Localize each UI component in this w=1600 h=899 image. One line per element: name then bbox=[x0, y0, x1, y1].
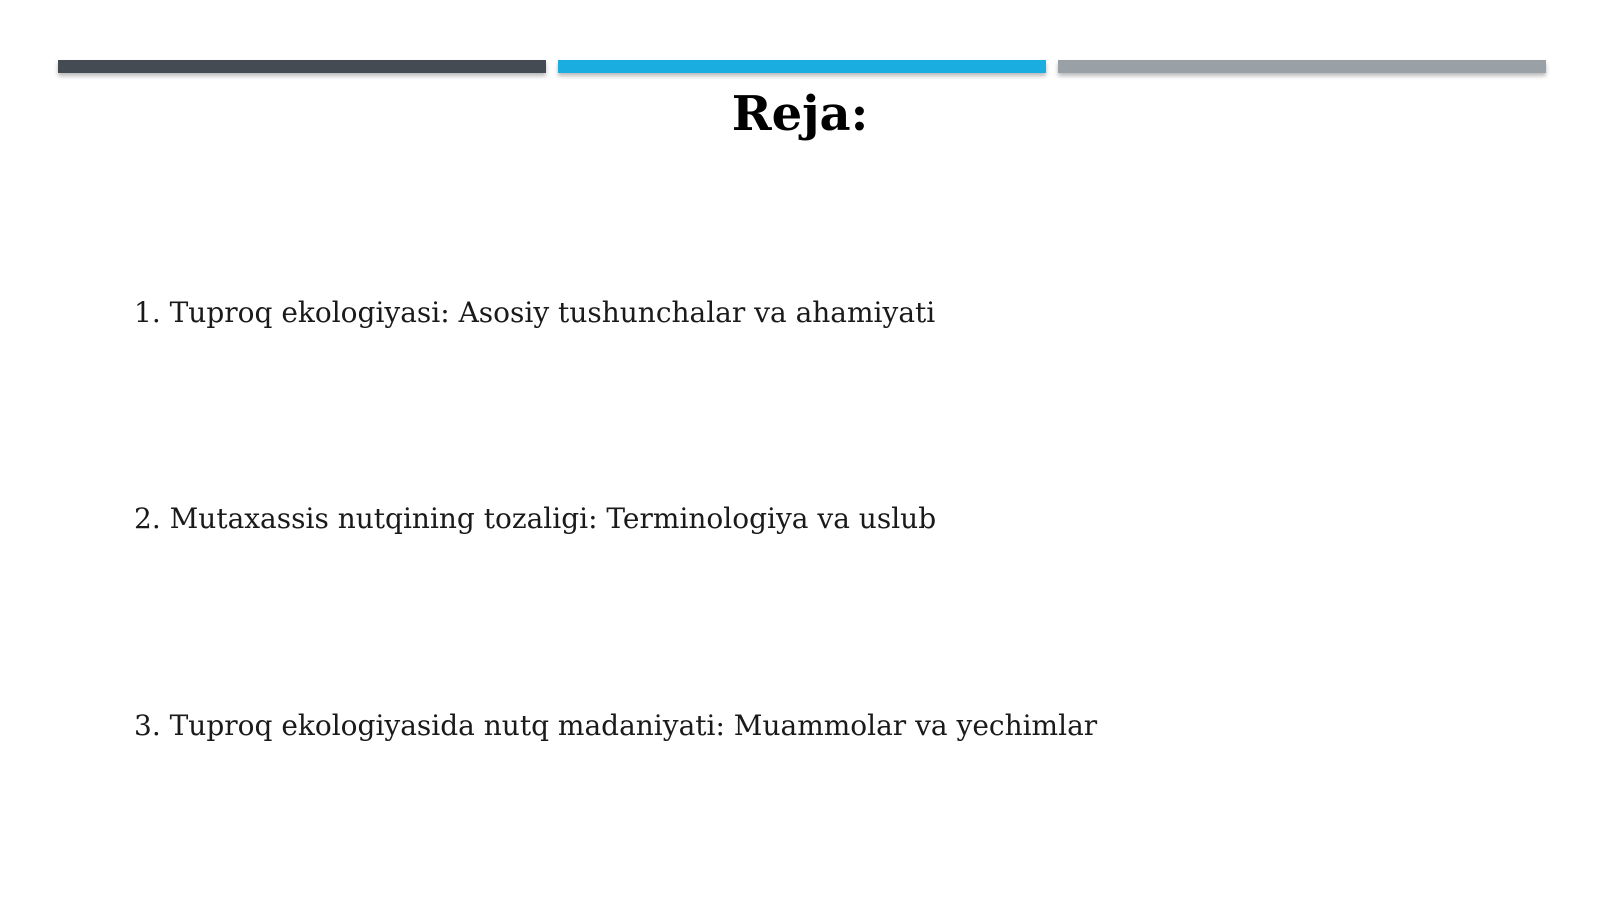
accent-bar-gray bbox=[1058, 60, 1546, 73]
plan-item-2: 2. Mutaxassis nutqining tozaligi: Terminologiya va uslub bbox=[134, 502, 937, 535]
plan-item-3: 3. Tuproq ekologiyasida nutq madaniyati: Muammolar va yechimlar bbox=[134, 709, 1098, 742]
plan-item-1: 1. Tuproq ekologiyasi: Asosiy tushunchalar va ahamiyati bbox=[134, 296, 936, 329]
accent-bar-dark bbox=[58, 60, 546, 73]
slide-title: Reja: bbox=[731, 86, 869, 142]
accent-bar-blue bbox=[558, 60, 1046, 73]
